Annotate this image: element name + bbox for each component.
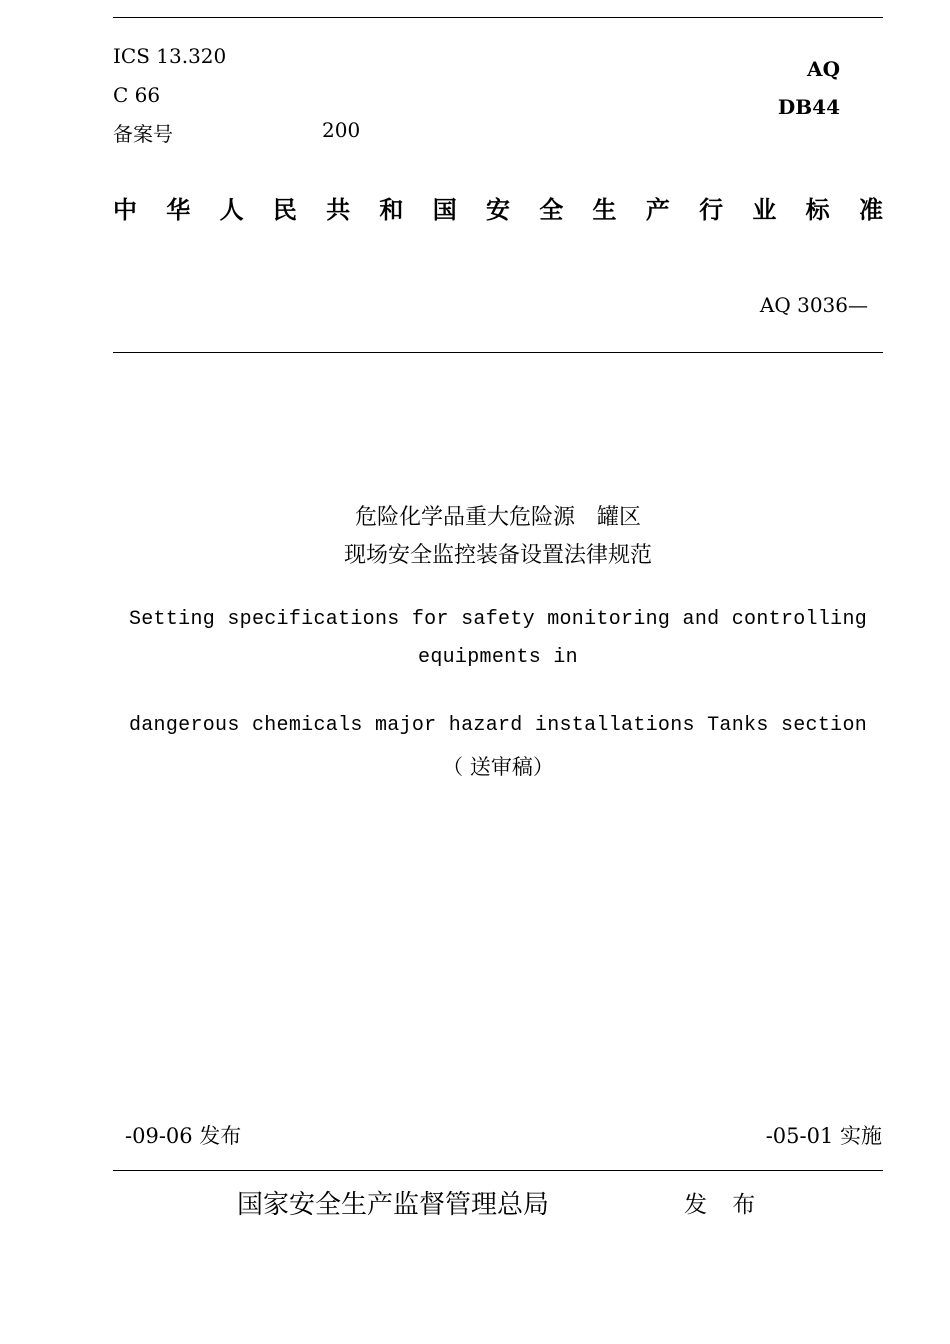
title-en-line3: dangerous chemicals major hazard installations Tanks section [128, 714, 868, 737]
title-en-line2: equipments in [418, 646, 578, 669]
standard-number: AQ 3036— [759, 293, 868, 317]
org-title-char: 生 [592, 196, 617, 224]
standard-code-db44: DB44 [777, 95, 840, 119]
org-title-char: 行 [699, 196, 724, 224]
publish-word: 发 布 [684, 1192, 756, 1218]
top-rule [113, 17, 883, 18]
org-title-char: 准 [858, 196, 883, 224]
footer-rule [113, 1170, 883, 1171]
org-title [113, 190, 883, 225]
ccs-code: C 66 [113, 83, 161, 107]
ics-code: ICS 13.320 [113, 44, 227, 68]
org-title-char: 产 [645, 196, 670, 224]
draft-note: （ 送审稿） [442, 755, 554, 779]
org-title-char: 华 [166, 196, 191, 224]
org-title-char: 人 [219, 196, 244, 224]
org-title-char: 民 [272, 196, 297, 224]
title-zh-line1: 危险化学品重大危险源 罐区 [354, 505, 641, 530]
record-number: 200 [322, 118, 361, 142]
issue-date: -09-06 发布 [125, 1124, 242, 1148]
org-title-char: 和 [379, 196, 404, 224]
record-number-line [113, 118, 413, 146]
title-zh-line2: 现场安全监控装备设置法律规范 [343, 543, 652, 568]
title-en-line1: Setting specifications for safety monitoring and controlling [128, 608, 868, 631]
org-title-char: 中 [113, 196, 137, 224]
header-rule [113, 352, 883, 353]
publisher-name: 国家安全生产监督管理总局 [237, 1190, 550, 1220]
standard-code-aq: AQ [807, 57, 840, 81]
org-title-char: 标 [805, 196, 830, 224]
record-label: 备案号 [113, 122, 173, 146]
org-title-char: 共 [326, 196, 351, 224]
org-title-char: 业 [752, 196, 777, 224]
org-title-char: 全 [539, 196, 564, 224]
org-title-char: 安 [485, 196, 510, 224]
org-title-char: 国 [432, 196, 457, 224]
effective-date: -05-01 实施 [765, 1124, 882, 1148]
